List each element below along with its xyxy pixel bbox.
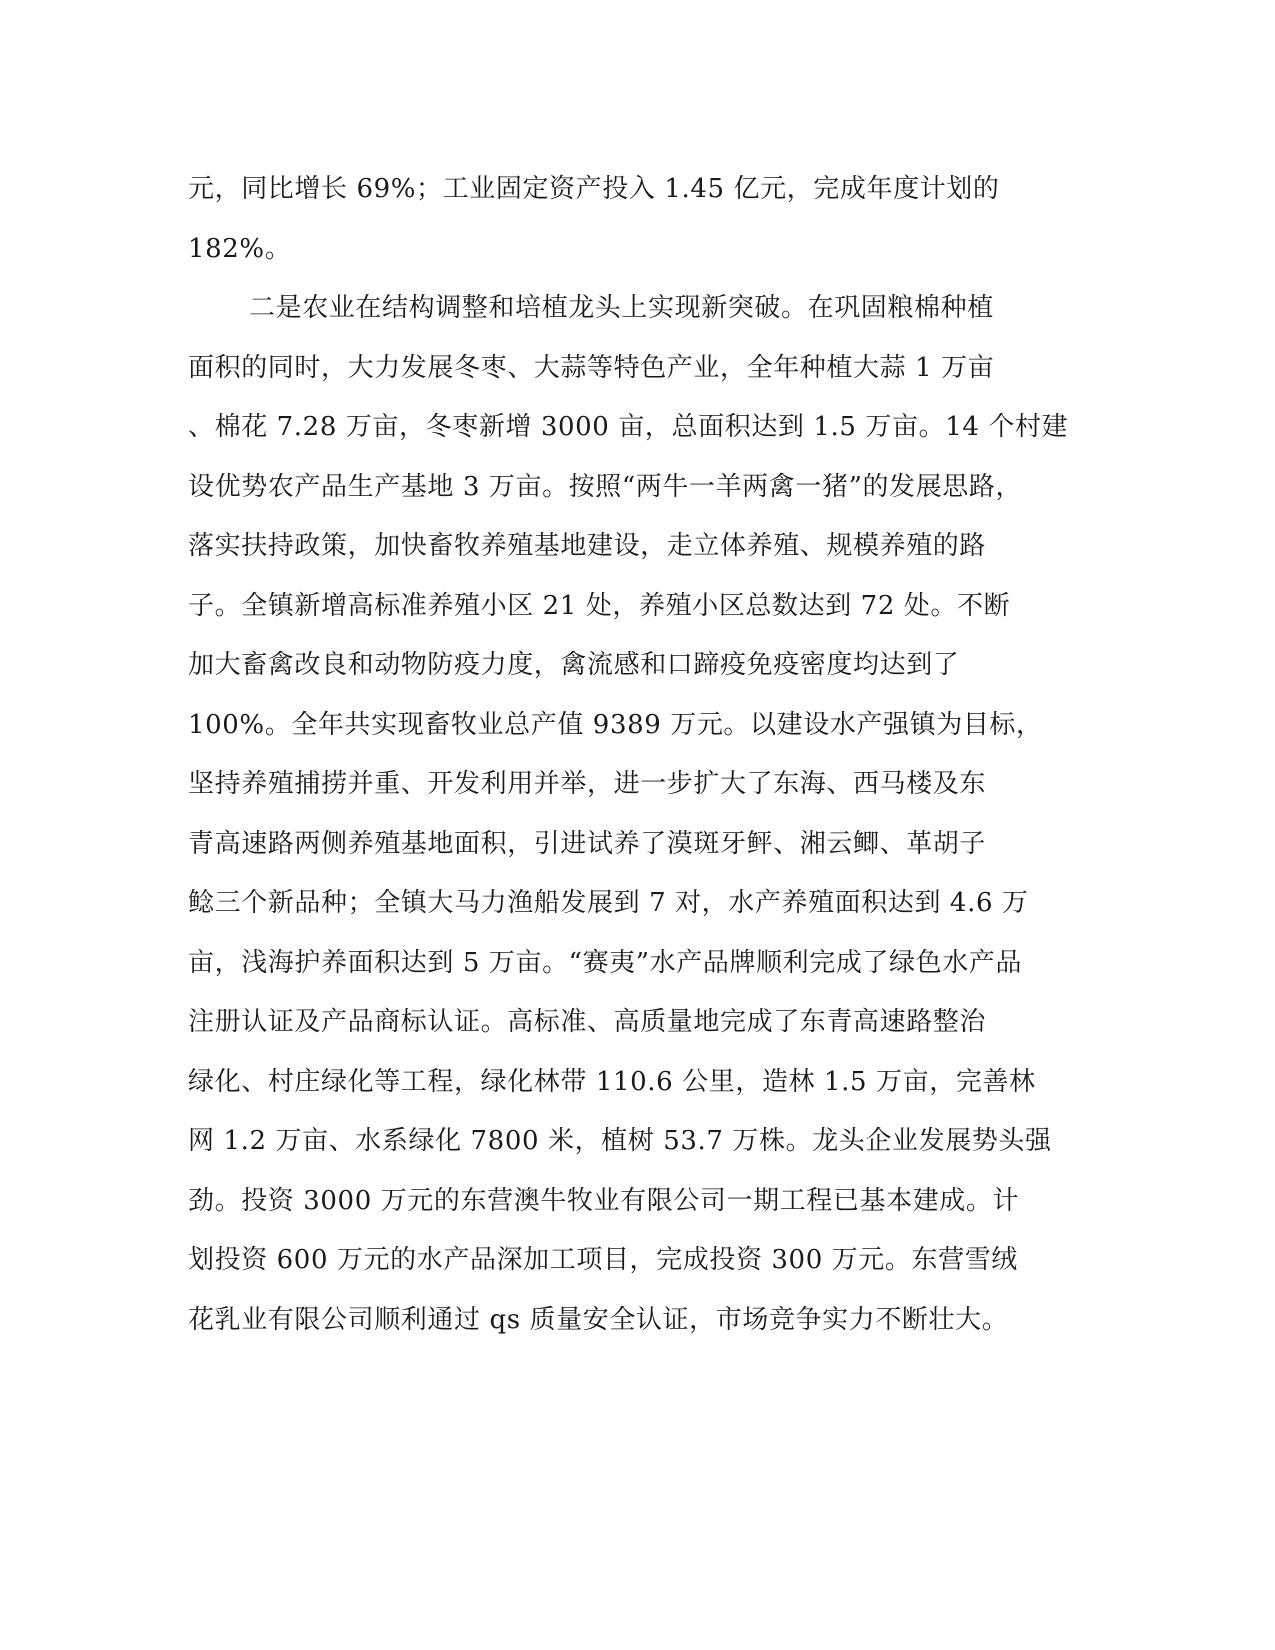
text-line: 、棉花 7.28 万亩，冬枣新增 3000 亩，总面积达到 1.5 万亩。14 个村建	[188, 412, 1069, 442]
paragraph-start-line: 二是农业在结构调整和培植龙头上实现新突破。在巩固粮棉种植	[249, 293, 994, 323]
text-line: 花乳业有限公司顺利通过 qs 质量安全认证，市场竞争实力不断壮大。	[188, 1304, 1009, 1335]
text-line: 坚持养殖捕捞并重、开发利用并举，进一步扩大了东海、西马楼及东	[188, 769, 987, 799]
text-line: 注册认证及产品商标认证。高标准、高质量地完成了东青高速路整治	[188, 1007, 987, 1037]
text-line: 加大畜禽改良和动物防疫力度，禽流感和口蹄疫免疫密度均达到了	[188, 650, 960, 680]
text-line: 鲶三个新品种；全镇大马力渔船发展到 7 对，水产养殖面积达到 4.6 万	[188, 888, 1029, 918]
text-line: 设优势农产品生产基地 3 万亩。按照“两牛一羊两禽一猪”的发展思路，	[188, 471, 1023, 502]
text-line: 划投资 600 万元的水产品深加工项目，完成投资 300 万元。东营雪绒	[188, 1245, 1018, 1275]
text-line: 落实扶持政策，加快畜牧养殖基地建设，走立体养殖、规模养殖的路	[188, 531, 987, 561]
body-text	[188, 160, 1088, 1350]
text-line: 100%。全年共实现畜牧业总产值 9389 万元。以建设水产强镇为目标，	[188, 709, 1043, 740]
text-line: 子。全镇新增高标准养殖小区 21 处，养殖小区总数达到 72 处。不断	[188, 590, 1011, 621]
text-line: 面积的同时，大力发展冬枣、大蒜等特色产业，全年种植大蒜 1 万亩	[188, 352, 995, 383]
text-line: 元，同比增长 69%；工业固定资产投入 1.45 亿元，完成年度计划的	[188, 174, 1000, 204]
text-line: 亩，浅海护养面积达到 5 万亩。“赛夷”水产品牌顺利完成了绿色水产品	[188, 947, 1023, 978]
text-line: 绿化、村庄绿化等工程，绿化林带 110.6 公里，造林 1.5 万亩，完善林	[188, 1066, 1036, 1097]
text-line: 182%。	[188, 233, 292, 264]
text-line: 网 1.2 万亩、水系绿化 7800 米，植树 53.7 万株。龙头企业发展势头强	[188, 1126, 1052, 1156]
text-line: 青高速路两侧养殖基地面积，引进试养了漠斑牙鲆、湘云鲫、革胡子	[188, 828, 987, 859]
text-line: 劲。投资 3000 万元的东营澳牛牧业有限公司一期工程已基本建成。计	[188, 1185, 1020, 1216]
